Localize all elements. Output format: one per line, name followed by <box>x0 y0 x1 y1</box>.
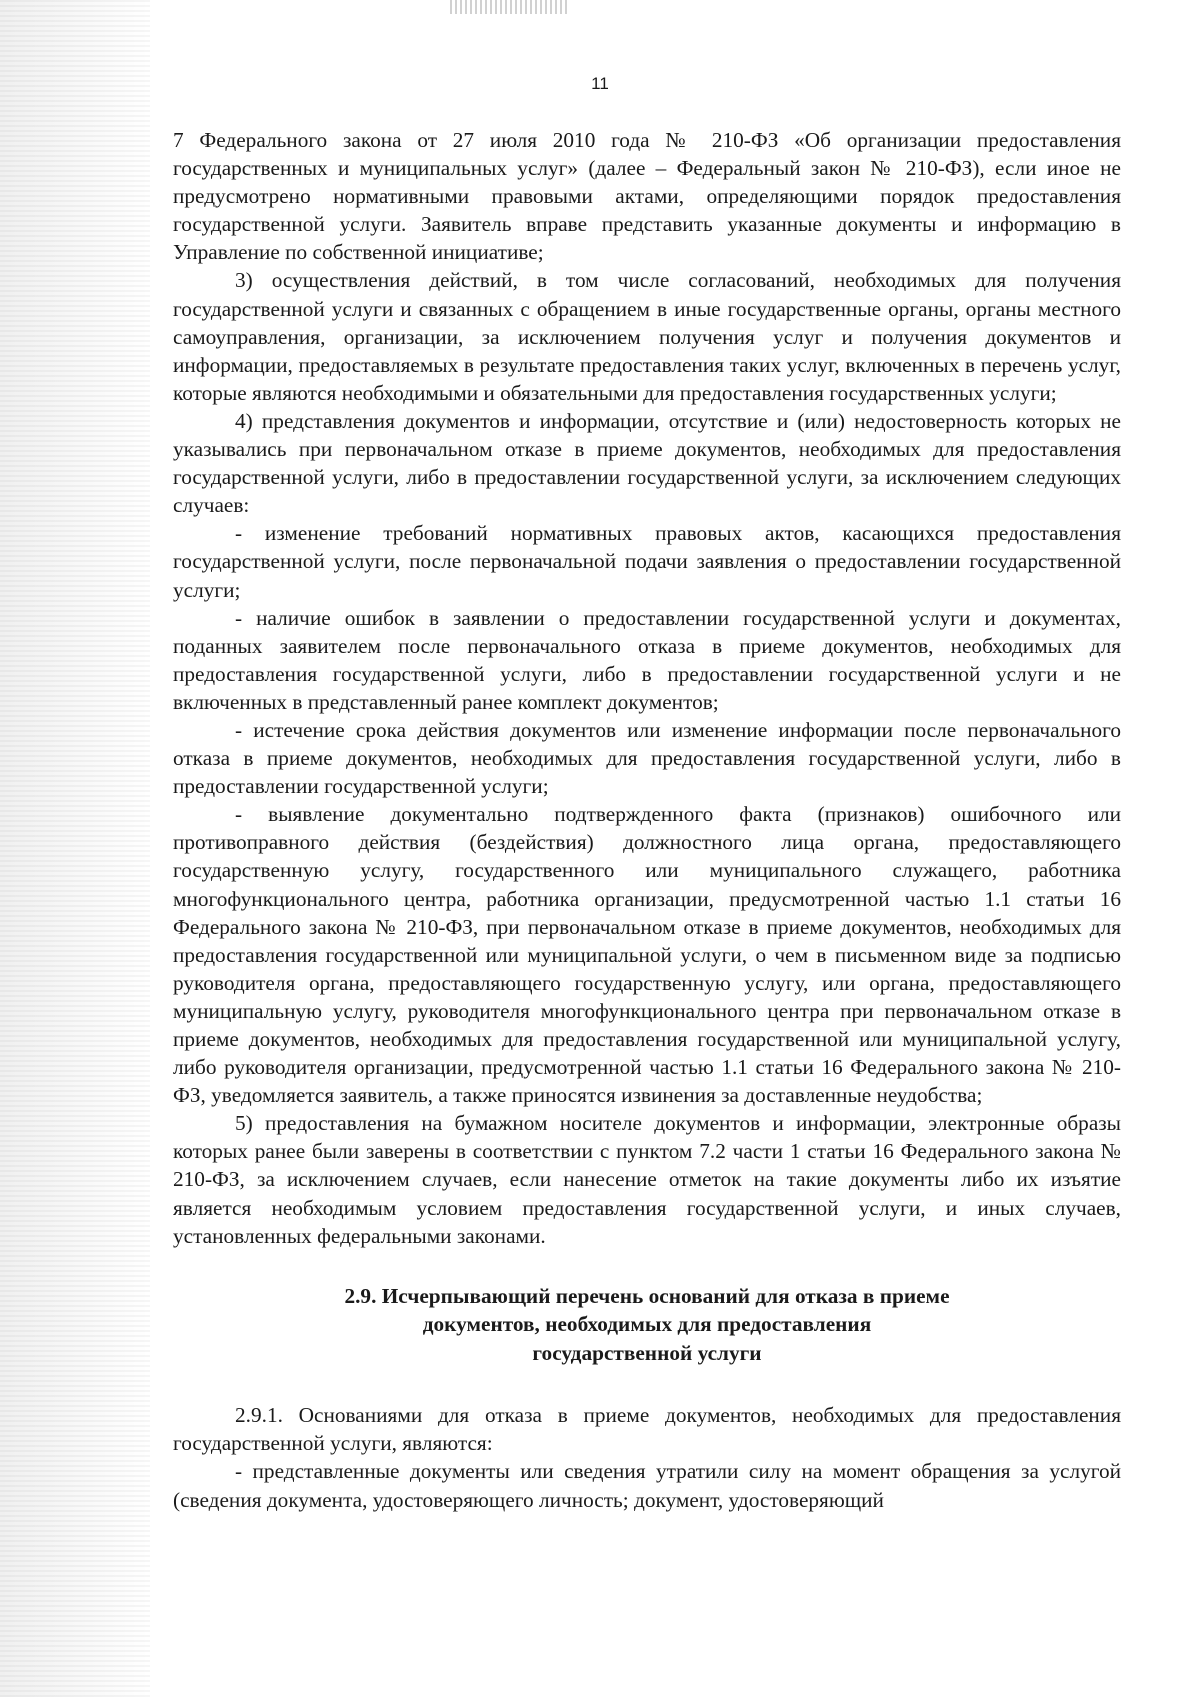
scan-shadow-left <box>0 0 150 1697</box>
paragraph-item-4: 4) представления документов и информации, отсутствие и (или) недостоверность которых не указывались при первоначальном отказе в приеме документов, необходимых для предоставления государственной услуги, либо в предоставлении государственной услуги, за исключением следующих случаев: <box>173 408 1121 518</box>
section-heading-line-2: документов, необходимых для предоставления <box>422 1312 872 1337</box>
paragraph-item-5: 5) предоставления на бумажном носителе документов и информации, электронные образы которых ранее были заверены в соответствии с пунктом 7.2 части 1 статьи 16 Федерального закона № 210-ФЗ, за исключением случаев, если нанесение отметок на такие документы либо их изъятие является необходимым условием предоставления государственной услуги, и иных случаев, установленных федеральными законами. <box>173 1111 1121 1248</box>
paragraph-dash-5: - представленные документы или сведения утратили силу на момент обращения за услугой (сведения документа, удостоверяющего личность; документ, удостоверяющий <box>173 1459 1121 1512</box>
paragraph-dash-4: - выявление документально подтвержденного факта (признаков) ошибочного или противоправного действия (бездействия) должностного лица органа, предоставляющего государственную услугу, государственного или муниципального служащего, работника многофункционального центра, работника организации, предусмотренной частью 1.1 статьи 16 Федерального закона № 210-ФЗ, при первоначальном отказе в приеме документов, необходимых для предоставления государственной или муниципальной услуги, о чем в письменном виде за подписью руководителя органа, предоставляющего государственную услугу, или органа, предоставляющего муниципальную услугу, руководителя многофункционального центра при первоначальном отказе в приеме документов, необходимых для предоставления государственной или муниципальной услугу, либо руководителя организации, предусмотренной частью 1.1 статьи 16 Федерального закона № 210-ФЗ, уведомляется заявитель, а также приносятся извинения за доставленные неудобства; <box>173 802 1121 1108</box>
document-body <box>173 126 1121 1514</box>
paragraph-continuation: 7 Федерального закона от 27 июля 2010 года № 210-ФЗ «Об организации предоставления государственных и муниципальных услуг» (далее – Федеральный закон № 210-ФЗ), если иное не предусмотрено нормативными правовыми актами, определяющими порядок предоставления государственной услуги. Заявитель вправе представить указанные документы и информацию в Управление по собственной инициативе; <box>173 128 1121 265</box>
paragraph-item-3: 3) осуществления действий, в том числе согласований, необходимых для получения государственной услуги и связанных с обращением в иные государственные органы, органы местного самоуправления, организации, за исключением получения услуг и получения документов и информации, предоставляемых в результате предоставления таких услуг, включенных в перечень услуг, которые являются необходимыми и обязательными для предоставления государственных услуги; <box>173 268 1121 405</box>
scan-shadow-top <box>450 0 570 14</box>
section-heading-line-1: 2.9. Исчерпывающий перечень оснований для отказа в приеме <box>344 1283 950 1308</box>
paragraph-dash-1: - изменение требований нормативных правовых актов, касающихся предоставления государственной услуги, после первоначальной подачи заявления о предоставлении государственной услуги; <box>173 521 1121 602</box>
section-heading <box>173 1282 1121 1368</box>
paragraph-2-9-1: 2.9.1. Основаниями для отказа в приеме документов, необходимых для предоставления государственной услуги, являются: <box>173 1403 1121 1456</box>
paragraph-dash-2: - наличие ошибок в заявлении о предоставлении государственной услуги и документах, поданных заявителем после первоначального отказа в приеме документов, необходимых для предоставления государственной услуги, либо в предоставлении государственной услуги и не включенных в представленный ранее комплект документов; <box>173 605 1121 714</box>
page-number: 11 <box>591 74 609 93</box>
section-heading-line-3: государственной услуги <box>532 1340 762 1365</box>
paragraph-dash-3: - истечение срока действия документов или изменение информации после первоначального отказа в приеме документов, необходимых для предоставления государственной услуги, либо в предоставлении государственной услуги; <box>173 717 1121 799</box>
